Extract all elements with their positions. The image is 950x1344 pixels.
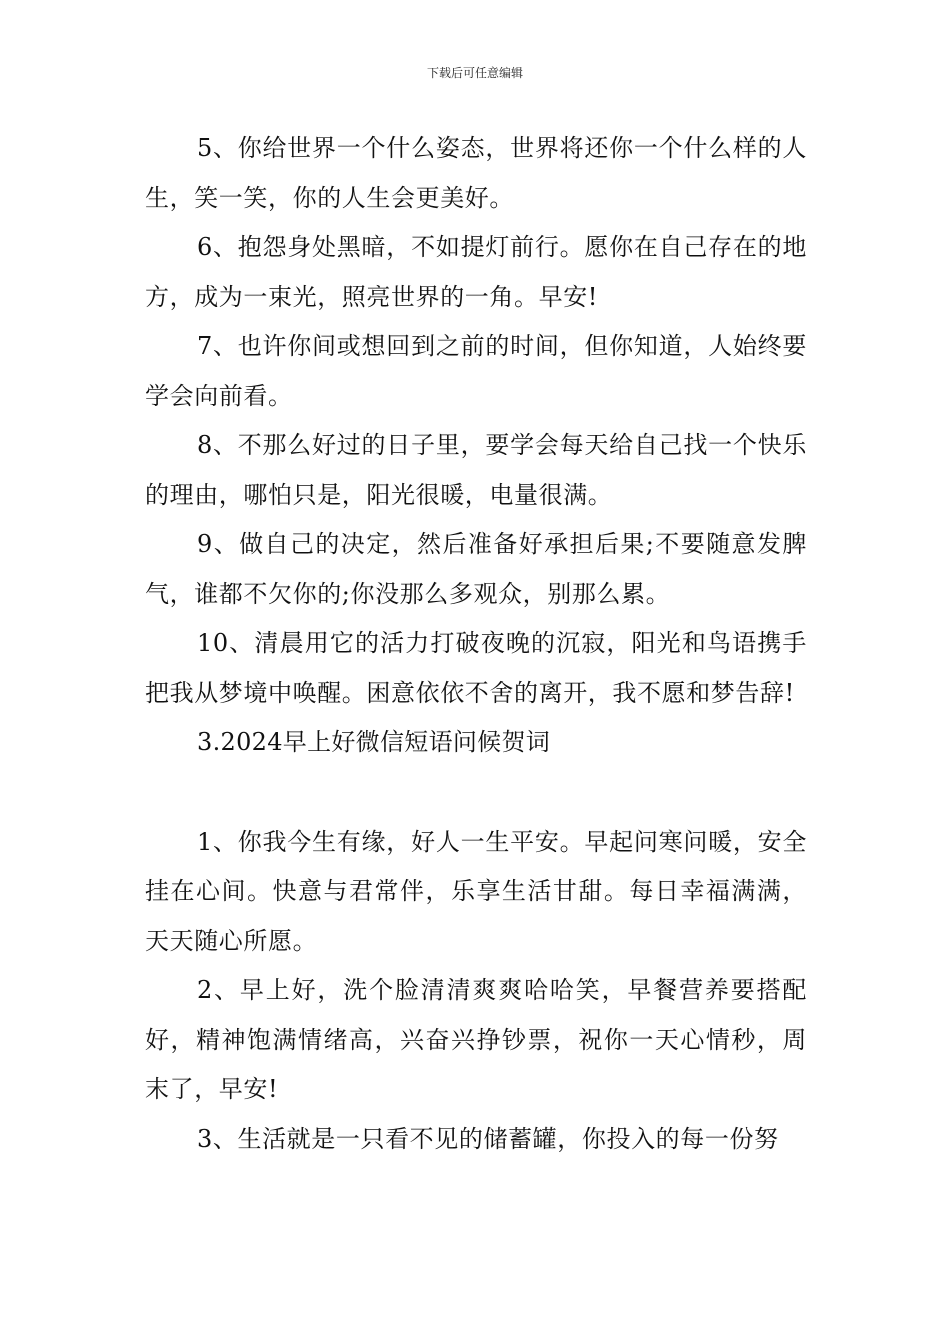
paragraph-8: 8、不那么好过的日子里，要学会每天给自己找一个快乐的理由，哪怕只是，阳光很暖，电量很满。: [145, 431, 807, 509]
page-header: 下载后可任意编辑: [426, 66, 523, 80]
paragraph-6: 6、抱怨身处黑暗，不如提灯前行。愿你在自己存在的地方，成为一束光，照亮世界的一角。早安!: [145, 233, 807, 311]
paragraph-2: 2、早上好，洗个脸清清爽爽哈哈笑，早餐营养要搭配好，精神饱满情绪高，兴奋兴挣钞票，祝你一天心情秒，周末了，早安!: [145, 976, 807, 1103]
paragraph-1: 1、你我今生有缘，好人一生平安。早起问寒问暖，安全挂在心间。快意与君常伴，乐享生活甘甜。每日幸福满满，天天随心所愿。: [145, 827, 807, 955]
paragraph-7: 7、也许你间或想回到之前的时间，但你知道，人始终要学会向前看。: [145, 332, 807, 410]
paragraph-10: 10、清晨用它的活力打破夜晚的沉寂，阳光和鸟语携手把我从梦境中唤醒。困意依依不舍的离开，我不愿和梦告辞!: [145, 629, 807, 707]
paragraph-5: 5、你给世界一个什么姿态，世界将还你一个什么样的人生，笑一笑，你的人生会更美好。: [145, 134, 807, 212]
section-heading: 3.2024早上好微信短语问候贺词: [197, 728, 551, 756]
document-body: [145, 124, 807, 1164]
paragraph-9: 9、做自己的决定，然后准备好承担后果;不要随意发脾气，谁都不欠你的;你没那么多观众，别那么累。: [145, 530, 807, 608]
paragraph-3: 3、生活就是一只看不见的储蓄罐，你投入的每一份努: [197, 1124, 779, 1153]
